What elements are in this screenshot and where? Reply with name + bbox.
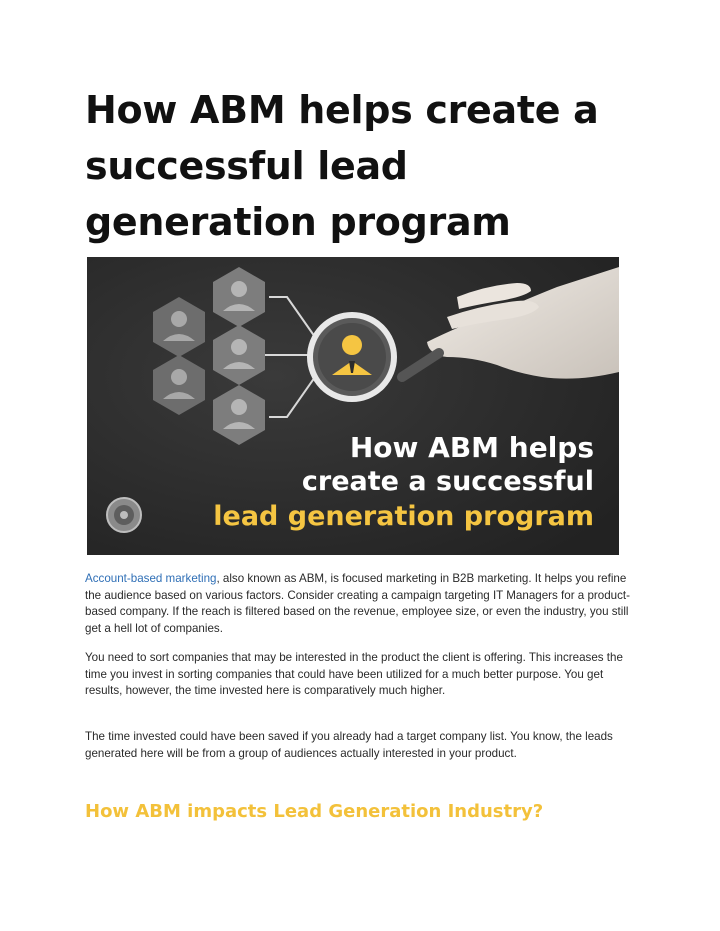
hero-line-3: lead generation program [213, 501, 594, 532]
article-title: How ABM helps create a successful lead generation program [85, 88, 599, 244]
section-heading: How ABM impacts Lead Generation Industry? [85, 801, 544, 822]
paragraph-3: The time invested could have been saved if you already had a target company list. You know, the leads generated here will be from a group of audiences actually interested in your product. [85, 730, 613, 760]
seal-icon [107, 498, 141, 532]
hero-image [87, 257, 619, 555]
paragraph-1 [85, 571, 635, 637]
paragraph-1-text: , also known as ABM, is focused marketing in B2B marketing. It helps you refine the audience based on various factors. Consider creating a campaign targeting IT Managers for a product-based company. If the reach is filtered based on the revenue, employee size, or even the industry, you still get a hell lot of companies. [85, 572, 631, 635]
hero-line-1: How ABM helps [349, 431, 594, 464]
paragraph-2: You need to sort companies that may be interested in the product the client is offering. This increases the time you invest in sorting companies that could have been utilized for a much better purpose. You get results, however, the time invested here is comparatively much higher. [85, 651, 623, 697]
hero-line-2: create a successful [301, 466, 594, 497]
abm-link[interactable]: Account-based marketing [85, 572, 217, 585]
